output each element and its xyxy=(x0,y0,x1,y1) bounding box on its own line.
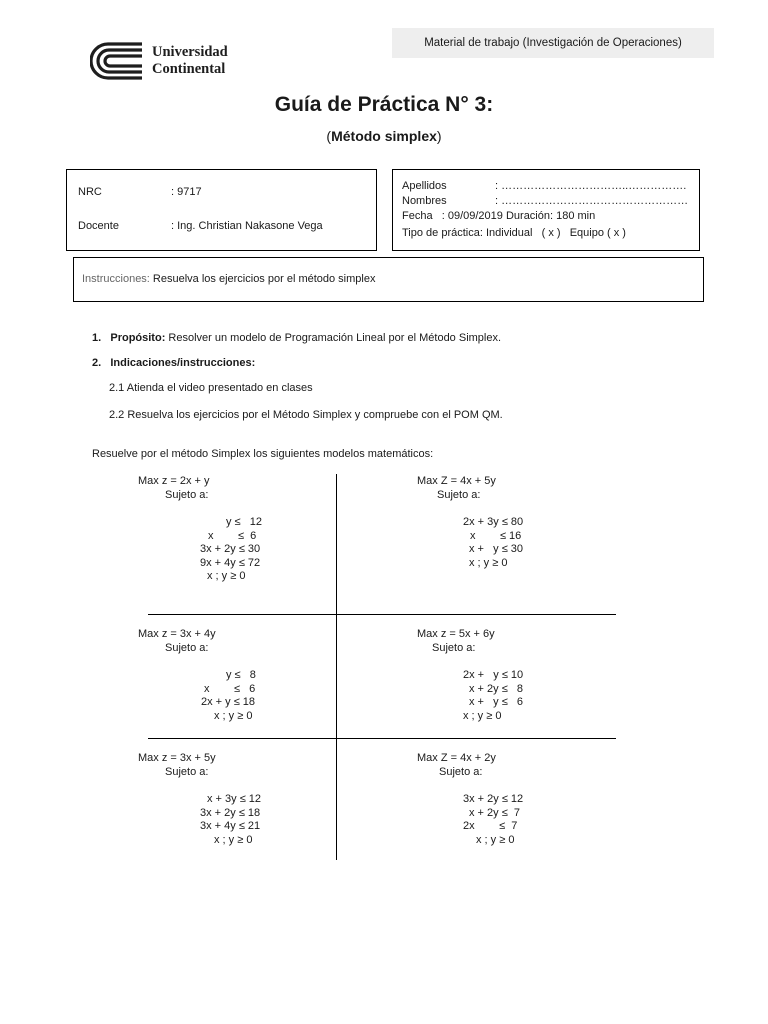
logo-line-2: Continental xyxy=(152,61,226,77)
instructions-box xyxy=(73,257,704,302)
exercise-3-constraint-1: y ≤ 8 xyxy=(226,669,256,681)
exercise-1-constraint-3: 3x + 2y ≤ 30 xyxy=(200,543,261,555)
exercise-grid-vertical-divider xyxy=(336,474,337,860)
exercise-1-objective: Max z = 2x + y xyxy=(138,475,210,487)
instructions-body: Resuelva los ejercicios por el método simplex xyxy=(149,273,376,285)
exercise-4-constraint-1: 2x + y ≤ 10 xyxy=(463,669,524,681)
section-1 xyxy=(92,332,501,344)
university-logo-icon xyxy=(90,40,148,82)
exercise-3-objective: Max z = 3x + 4y xyxy=(138,628,216,640)
exercise-5-constraint-4: x ; y ≥ 0 xyxy=(214,833,253,846)
exercise-6-constraint-2: x + 2y ≤ 7 xyxy=(469,806,520,819)
exercise-1-constraint-4: 9x + 4y ≤ 72 xyxy=(200,556,261,569)
exercise-2-constraint-3: x + y ≤ 30 xyxy=(469,543,524,555)
fecha-line: Fecha : 09/09/2019 Duración: 180 min xyxy=(402,210,596,222)
exercise-5-objective: Max z = 3x + 5y xyxy=(138,752,216,764)
exercise-5-constraint-2: 3x + 2y ≤ 18 xyxy=(200,806,261,819)
subtitle-open: ( xyxy=(326,128,332,144)
tipo-line: Tipo de práctica: Individual ( x ) Equipo ( x ) xyxy=(402,227,626,239)
exercise-grid-divider-2 xyxy=(148,738,616,739)
exercise-2-constraint-4: x ; y ≥ 0 xyxy=(469,556,508,569)
page-subtitle xyxy=(0,128,768,144)
exercise-5-subject: Sujeto a: xyxy=(165,765,209,778)
section-2-1: 2.1 Atienda el video presentado en clases xyxy=(109,382,313,394)
section-2-2: 2.2 Resuelva los ejercicios por el Método Simplex y compruebe con el POM QM. xyxy=(109,409,503,421)
nombres-field[interactable]: : …………………………………………… xyxy=(495,195,689,207)
apellidos-field[interactable]: : ……………………………..……………. xyxy=(495,180,687,192)
exercise-2 xyxy=(417,475,523,570)
exercise-3-constraint-3: 2x + y ≤ 18 xyxy=(201,696,256,708)
exercise-4-constraint-3: x + y ≤ 6 xyxy=(469,696,524,708)
section-1-label: Propósito: xyxy=(110,332,166,344)
exercise-4 xyxy=(417,628,523,723)
exercise-4-subject: Sujeto a: xyxy=(432,641,476,654)
exercise-6 xyxy=(417,752,523,847)
section-1-text: Resolver un modelo de Programación Lineal por el Método Simplex. xyxy=(165,332,502,344)
exercise-grid-divider-1 xyxy=(148,614,616,615)
exercise-6-constraint-4: x ; y ≥ 0 xyxy=(476,833,515,846)
exercise-2-constraint-1: 2x + 3y ≤ 80 xyxy=(463,516,524,528)
apellidos-label: Apellidos xyxy=(402,180,447,192)
exercise-2-constraint-2: x ≤ 16 xyxy=(470,529,522,542)
university-logo xyxy=(90,40,250,82)
nrc-label: NRC xyxy=(78,186,102,198)
section-2-label: Indicaciones/instrucciones: xyxy=(110,357,256,369)
exercise-5-constraint-3: 3x + 4y ≤ 21 xyxy=(200,820,261,832)
exercise-3 xyxy=(138,628,256,723)
exercise-1-constraint-2: x ≤ 6 xyxy=(208,529,257,542)
exercise-6-constraint-3: 2x ≤ 7 xyxy=(463,820,518,832)
exercise-5 xyxy=(138,752,261,847)
subtitle-close: ) xyxy=(436,128,442,144)
section-2-number: 2. xyxy=(92,357,102,369)
logo-line-1: Universidad xyxy=(152,44,228,60)
exercise-6-objective: Max Z = 4x + 2y xyxy=(417,752,496,764)
exercise-2-objective: Max Z = 4x + 5y xyxy=(417,475,496,487)
student-info-box xyxy=(392,169,700,251)
exercise-3-constraint-4: x ; y ≥ 0 xyxy=(214,709,253,722)
exercises-intro: Resuelve por el método Simplex los siguientes modelos matemáticos: xyxy=(92,448,434,460)
section-2 xyxy=(92,357,255,369)
exercise-1-constraint-1: y ≤ 12 xyxy=(226,516,262,528)
exercise-4-constraint-4: x ; y ≥ 0 xyxy=(463,709,502,722)
exercise-2-subject: Sujeto a: xyxy=(437,488,481,501)
exercise-1-subject: Sujeto a: xyxy=(165,488,209,501)
exercise-1 xyxy=(138,475,262,584)
docente-label: Docente xyxy=(78,220,119,232)
exercise-5-constraint-1: x + 3y ≤ 12 xyxy=(207,793,262,805)
subtitle-text: Método simplex xyxy=(331,128,437,144)
docente-value: : Ing. Christian Nakasone Vega xyxy=(171,220,323,232)
instructions-label: Instrucciones: xyxy=(82,273,150,285)
exercise-3-subject: Sujeto a: xyxy=(165,641,209,654)
exercise-6-subject: Sujeto a: xyxy=(439,765,483,778)
course-info-box xyxy=(66,169,377,251)
exercise-6-constraint-1: 3x + 2y ≤ 12 xyxy=(463,793,524,805)
exercise-4-objective: Max z = 5x + 6y xyxy=(417,628,495,640)
section-1-number: 1. xyxy=(92,332,102,344)
nrc-value: : 9717 xyxy=(171,186,202,198)
exercise-3-constraint-2: x ≤ 6 xyxy=(204,682,256,695)
instructions-text xyxy=(82,273,375,285)
page-title: Guía de Práctica N° 3: xyxy=(274,93,494,116)
exercise-4-constraint-2: x + 2y ≤ 8 xyxy=(469,682,524,695)
exercise-1-constraint-5: x ; y ≥ 0 xyxy=(207,570,246,582)
nombres-label: Nombres xyxy=(402,195,447,207)
material-label: Material de trabajo (Investigación de Operaciones) xyxy=(392,28,714,58)
